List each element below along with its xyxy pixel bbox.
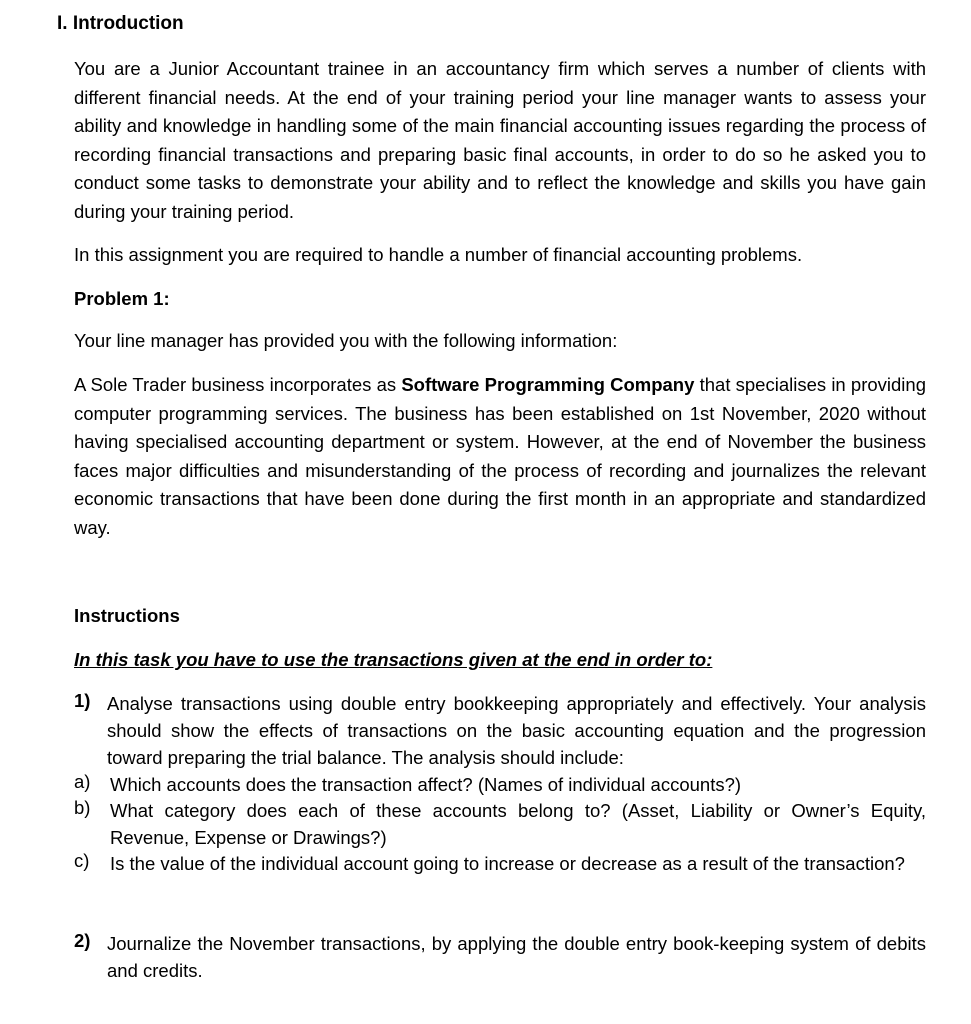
sole-trader-body-text: that specialises in providing computer programming services. The business has been established on 1st November, 2020 without having specialised accounting department or system. However, at the end of November the business faces major difficulties and misunderstanding of the process of recording and journalizes the relevant economic transactions that have been done during the first month in an appropriate and standardized way. bbox=[74, 374, 926, 538]
subitem-text-c: Is the value of the individual account going to increase or decrease as a result of the transaction? bbox=[110, 853, 905, 874]
subitem-letter-a: a) bbox=[74, 771, 91, 792]
sole-trader-paragraph bbox=[74, 371, 926, 543]
task-number-1: 1) bbox=[74, 690, 91, 711]
line-manager-sentence: Your line manager has provided you with the following information: bbox=[74, 330, 618, 351]
company-name: Software Programming Company bbox=[401, 374, 695, 395]
problem-heading: Problem 1: bbox=[74, 288, 170, 309]
section-heading: I. Introduction bbox=[57, 13, 184, 34]
subitem-text-a: Which accounts does the transaction affect? (Names of individual accounts?) bbox=[110, 774, 742, 795]
sole-trader-intro-text: A Sole Trader business incorporates as bbox=[74, 374, 402, 395]
assignment-sentence: In this assignment you are required to handle a number of financial accounting problems. bbox=[74, 244, 803, 265]
subitem-letter-b: b) bbox=[74, 797, 91, 818]
subitem-text-b: What category does each of these accounts belong to? (Asset, Liability or Owner’s Equity, Revenue, Expense or Drawings?) bbox=[110, 800, 926, 848]
task-text-1: Analyse transactions using double entry bookkeeping appropriately and effectively. Your analysis should show the effects of transactions on the basic accounting equation and the progression toward preparing the trial balance. The analysis should include: bbox=[107, 693, 926, 768]
instructions-subheading-wrap bbox=[74, 646, 926, 675]
intro-paragraph: You are a Junior Accountant trainee in an accountancy firm which serves a number of clients with different financial needs. At the end of your training period your line manager wants to assess your ability and knowledge in handling some of the main financial accounting issues regarding the process of recording financial transactions and preparing basic final accounts, in order to do so he asked you to conduct some tasks to demonstrate your ability and to reflect the knowledge and skills you have gain during your training period. bbox=[74, 58, 926, 222]
subitem-letter-c: c) bbox=[74, 850, 90, 871]
instructions-subheading: In this task you have to use the transactions given at the end in order to: bbox=[74, 649, 713, 670]
instructions-heading: Instructions bbox=[74, 605, 180, 626]
task-number-2: 2) bbox=[74, 930, 91, 951]
task-text-2: Journalize the November transactions, by applying the double entry book-keeping system of debits and credits. bbox=[107, 933, 926, 981]
